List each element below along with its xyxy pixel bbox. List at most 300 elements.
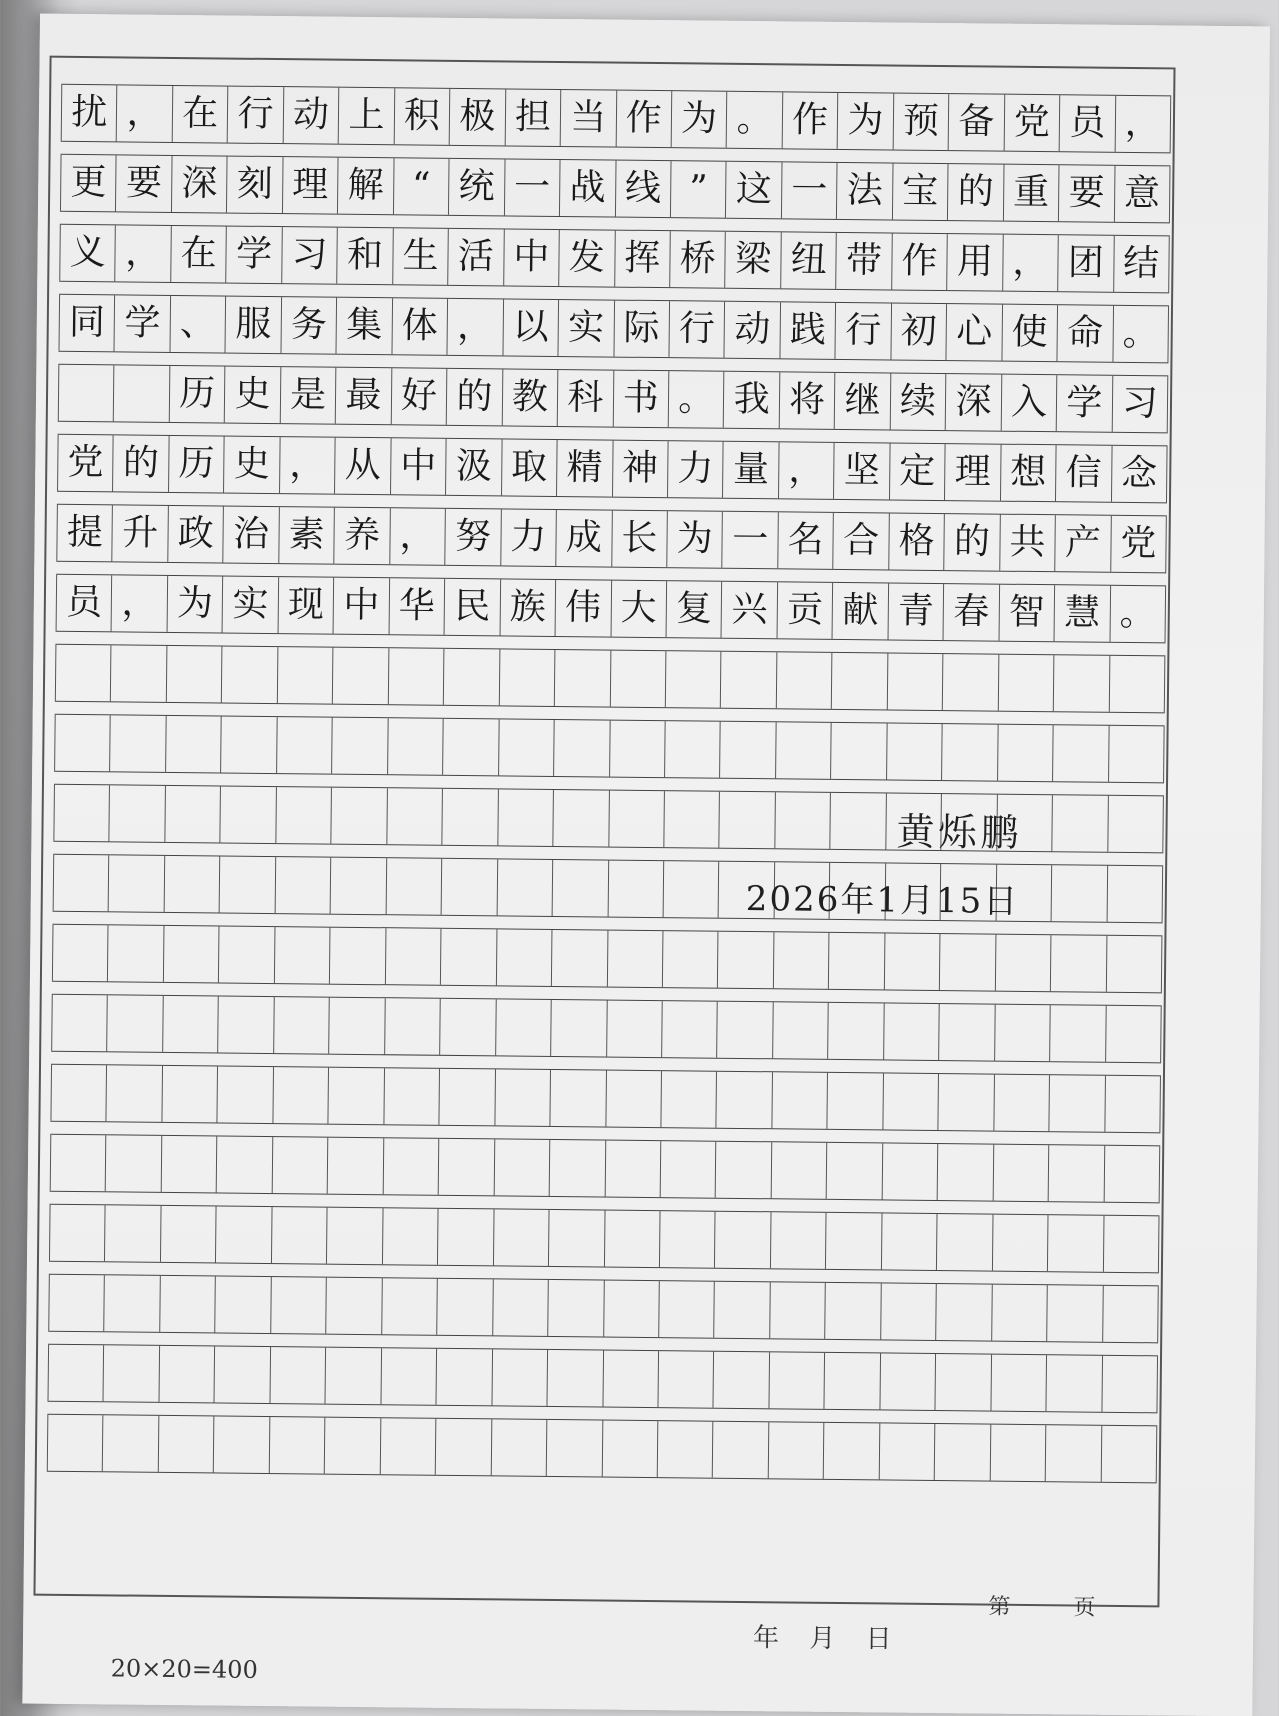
grid-cell bbox=[388, 648, 444, 705]
grid-cell bbox=[609, 651, 665, 708]
grid-cell bbox=[326, 1208, 382, 1265]
grid-cell: 智 bbox=[998, 585, 1054, 642]
grid-cell bbox=[657, 1421, 713, 1478]
grid-cell: 信 bbox=[1055, 445, 1111, 502]
grid-cell: 一 bbox=[722, 512, 778, 569]
grid-cell bbox=[214, 1346, 270, 1403]
grid-cell: 动 bbox=[283, 87, 339, 144]
grid-cell bbox=[498, 719, 554, 776]
signature: 黄烁鹏 bbox=[896, 809, 1023, 855]
grid-cell bbox=[991, 1285, 1047, 1342]
grid-cell bbox=[324, 1418, 380, 1475]
grid-cell bbox=[828, 933, 884, 990]
grid-cell: 要 bbox=[1058, 165, 1114, 222]
grid-cell bbox=[664, 721, 720, 778]
grid-cell: 宝 bbox=[892, 163, 948, 220]
grid-cell bbox=[106, 1065, 162, 1122]
grid-cell: ， bbox=[111, 575, 167, 632]
grid-cell: 好 bbox=[390, 368, 446, 425]
grid-cell bbox=[496, 929, 552, 986]
grid-cell bbox=[997, 655, 1053, 712]
grid-cell bbox=[440, 929, 496, 986]
grid-cell: 深 bbox=[945, 374, 1001, 431]
grid-cell: 共 bbox=[999, 515, 1055, 572]
grid-cell: 历 bbox=[169, 366, 225, 423]
grid-cell bbox=[490, 1419, 546, 1476]
grid-cell bbox=[275, 787, 331, 844]
grid-cell bbox=[325, 1348, 381, 1405]
grid-cell bbox=[826, 1143, 882, 1200]
grid-cell bbox=[935, 1354, 991, 1411]
grid-cell bbox=[54, 715, 110, 772]
grid-cell: 在 bbox=[170, 226, 226, 283]
grid-cell: 梁 bbox=[725, 232, 781, 289]
grid-cell: 践 bbox=[779, 302, 835, 359]
grid-cell: 作 bbox=[782, 92, 838, 149]
grid-cell: 结 bbox=[1113, 236, 1170, 293]
grid-cell bbox=[879, 1423, 935, 1480]
grid-cell bbox=[165, 716, 221, 773]
grid-cell bbox=[55, 645, 111, 702]
grid-cell bbox=[830, 723, 886, 780]
grid-cell: 中 bbox=[333, 578, 389, 635]
grid-cell bbox=[714, 1212, 770, 1269]
grid-cell bbox=[159, 1276, 215, 1333]
grid-cell: ， bbox=[389, 508, 445, 565]
grid-cell: 史 bbox=[224, 367, 280, 424]
grid-cell: 和 bbox=[336, 228, 392, 285]
grid-cell: 团 bbox=[1057, 235, 1113, 292]
grid-cell bbox=[1101, 1356, 1158, 1413]
grid-cell bbox=[493, 1209, 549, 1266]
grid-cell: 贡 bbox=[776, 582, 832, 639]
grid-cell bbox=[939, 934, 995, 991]
grid-cell bbox=[605, 1071, 661, 1128]
grid-cell: ， bbox=[447, 299, 503, 356]
grid-cell: 使 bbox=[1001, 305, 1057, 362]
grid-cell bbox=[830, 793, 886, 850]
grid-cell: 长 bbox=[611, 511, 667, 568]
grid-cell: 升 bbox=[112, 505, 168, 562]
grid-cell: 一 bbox=[504, 159, 560, 216]
grid-cell bbox=[823, 1423, 879, 1480]
grid-cell bbox=[606, 1001, 662, 1058]
grid-cell: 将 bbox=[779, 372, 835, 429]
grid-cell bbox=[1105, 1006, 1162, 1063]
grid-cell: 党 bbox=[1003, 95, 1059, 152]
grid-cell: 青 bbox=[887, 583, 943, 640]
grid-cell bbox=[831, 653, 887, 710]
grid-cell bbox=[220, 716, 276, 773]
grid-cell bbox=[274, 857, 330, 914]
grid-cell: 意 bbox=[1114, 166, 1171, 223]
blank-row bbox=[48, 1274, 1159, 1344]
blank-row bbox=[47, 1414, 1158, 1484]
grid-cell: 中 bbox=[390, 438, 446, 495]
grid-cell bbox=[330, 858, 386, 915]
grid-cell bbox=[1050, 935, 1106, 992]
grid-cell bbox=[552, 860, 608, 917]
grid-cell bbox=[827, 1003, 883, 1060]
grid-cell: 作 bbox=[891, 233, 947, 290]
footer-page-label-left: 第 bbox=[988, 1594, 1011, 1620]
grid-cell: 实 bbox=[222, 577, 278, 634]
grid-cell: 。 bbox=[668, 371, 724, 428]
grid-cell: 深 bbox=[171, 156, 227, 213]
grid-cell: 带 bbox=[836, 233, 892, 290]
grid-cell bbox=[443, 649, 499, 706]
blank-row bbox=[55, 644, 1166, 714]
grid-cell bbox=[551, 930, 607, 987]
grid-cell: 教 bbox=[501, 369, 557, 426]
grid-cell bbox=[1103, 1146, 1160, 1203]
grid-cell: 春 bbox=[943, 584, 999, 641]
grid-cell bbox=[166, 646, 222, 703]
grid-cell bbox=[720, 722, 776, 779]
grid-cell: 量 bbox=[722, 442, 778, 499]
grid-cell: 命 bbox=[1057, 305, 1113, 362]
grid-cell bbox=[164, 856, 220, 913]
grid-cell bbox=[714, 1282, 770, 1339]
grid-cell bbox=[881, 1143, 937, 1200]
grid-cell bbox=[110, 645, 166, 702]
grid-cell bbox=[379, 1418, 435, 1475]
grid-cell bbox=[1104, 1076, 1161, 1133]
grid-cell bbox=[884, 933, 940, 990]
grid-cell: 历 bbox=[168, 436, 224, 493]
grid-cell bbox=[213, 1416, 269, 1473]
blank-row bbox=[47, 1344, 1158, 1414]
grid-cell: 集 bbox=[336, 298, 392, 355]
grid-cell bbox=[273, 997, 329, 1054]
grid-cell bbox=[105, 1135, 161, 1192]
grid-cell bbox=[712, 1422, 768, 1479]
grid-cell bbox=[1108, 656, 1165, 713]
grid-cell bbox=[993, 1075, 1049, 1132]
grid-cell: 念 bbox=[1111, 446, 1168, 503]
grid-cell bbox=[328, 1068, 384, 1125]
grid-cell bbox=[887, 653, 943, 710]
grid-cell bbox=[276, 717, 332, 774]
text-row bbox=[61, 84, 1172, 154]
grid-cell: 上 bbox=[338, 88, 394, 145]
grid-cell bbox=[938, 1074, 994, 1131]
grid-cell bbox=[49, 1205, 105, 1262]
grid-cell bbox=[774, 792, 830, 849]
grid-cell bbox=[328, 998, 384, 1055]
grid-cell: ， bbox=[115, 225, 171, 282]
grid-cell: 为 bbox=[666, 511, 722, 568]
grid-cell bbox=[665, 651, 721, 708]
grid-cell bbox=[496, 859, 552, 916]
grid-cell bbox=[439, 1069, 495, 1126]
grid-cell: 更 bbox=[60, 155, 116, 212]
grid-cell: 。 bbox=[1109, 586, 1166, 643]
grid-cell: 书 bbox=[612, 371, 668, 428]
grid-cell bbox=[768, 1352, 824, 1409]
grid-cell: 。 bbox=[726, 92, 782, 149]
grid-cell: 为 bbox=[837, 93, 893, 150]
grid-cell bbox=[498, 649, 554, 706]
grid-cell: 政 bbox=[167, 506, 223, 563]
grid-cell bbox=[1049, 1005, 1105, 1062]
grid-cell: 最 bbox=[335, 368, 391, 425]
grid-cell bbox=[937, 1144, 993, 1201]
grid-cell bbox=[825, 1213, 881, 1270]
grid-cell bbox=[270, 1277, 326, 1334]
grid-cell bbox=[272, 1137, 328, 1194]
grid-cell bbox=[549, 1070, 605, 1127]
grid-cell bbox=[879, 1353, 935, 1410]
grid-cell bbox=[1100, 1426, 1157, 1483]
grid-cell: 续 bbox=[890, 373, 946, 430]
grid-cell bbox=[997, 725, 1053, 782]
text-row bbox=[58, 364, 1169, 434]
grid-cell bbox=[385, 858, 441, 915]
grid-cell: ” bbox=[670, 161, 726, 218]
grid-cell: 定 bbox=[889, 443, 945, 500]
grid-cell: 伟 bbox=[555, 580, 611, 637]
grid-cell: 积 bbox=[393, 88, 449, 145]
grid-cell: 员 bbox=[1059, 95, 1115, 152]
grid-cell: 学 bbox=[1056, 375, 1112, 432]
grid-cell bbox=[272, 1067, 328, 1124]
grid-cell bbox=[992, 1145, 1048, 1202]
grid-cell: ， bbox=[1114, 96, 1171, 153]
grid-cell bbox=[382, 1138, 438, 1195]
grid-cell: 法 bbox=[836, 163, 892, 220]
grid-cell bbox=[331, 718, 387, 775]
grid-cell: 预 bbox=[892, 93, 948, 150]
text-row bbox=[56, 574, 1167, 644]
grid-cell bbox=[1052, 725, 1108, 782]
grid-cell: 合 bbox=[833, 513, 889, 570]
grid-cell bbox=[603, 1211, 659, 1268]
grid-cell bbox=[886, 723, 942, 780]
grid-cell: 科 bbox=[557, 370, 613, 427]
grid-cell bbox=[660, 1071, 716, 1128]
text-row bbox=[59, 224, 1170, 294]
grid-cell bbox=[50, 1065, 106, 1122]
grid-cell bbox=[662, 931, 718, 988]
grid-cell: 学 bbox=[114, 295, 170, 352]
grid-cell bbox=[495, 999, 551, 1056]
grid-cell: 素 bbox=[278, 507, 334, 564]
grid-cell bbox=[108, 855, 164, 912]
grid-cell: 桥 bbox=[669, 231, 725, 288]
grid-cell bbox=[113, 365, 169, 422]
grid-cell bbox=[719, 792, 775, 849]
grid-cell: 继 bbox=[834, 373, 890, 430]
grid-cell bbox=[437, 1209, 493, 1266]
grid-cell: 行 bbox=[668, 301, 724, 358]
grid-cell bbox=[1106, 866, 1163, 923]
grid-cell: 的 bbox=[944, 514, 1000, 571]
grid-cell bbox=[385, 928, 441, 985]
grid-cell bbox=[218, 996, 274, 1053]
grid-cell bbox=[162, 996, 218, 1053]
grid-cell bbox=[497, 789, 553, 846]
grid-cell bbox=[1048, 1145, 1104, 1202]
grid-cell: 解 bbox=[337, 158, 393, 215]
grid-cell: 线 bbox=[614, 161, 670, 218]
grid-cell: 纽 bbox=[780, 232, 836, 289]
grid-cell: 华 bbox=[388, 578, 444, 635]
text-row bbox=[56, 504, 1167, 574]
grid-cell bbox=[48, 1345, 104, 1402]
grid-cell: 为 bbox=[166, 576, 222, 633]
grid-cell: 名 bbox=[777, 512, 833, 569]
grid-cell bbox=[104, 1205, 160, 1262]
grid-cell bbox=[51, 995, 107, 1052]
grid-cell bbox=[602, 1351, 658, 1408]
grid-cell: 党 bbox=[1110, 516, 1167, 573]
grid-cell bbox=[380, 1348, 436, 1405]
grid-cell: 现 bbox=[277, 577, 333, 634]
blank-row bbox=[52, 924, 1163, 994]
grid-cell bbox=[221, 646, 277, 703]
grid-cell: 提 bbox=[56, 505, 112, 562]
grid-cell: 义 bbox=[59, 225, 115, 282]
grid-cell: 刻 bbox=[226, 157, 282, 214]
grid-cell bbox=[158, 1346, 214, 1403]
grid-cell bbox=[102, 1415, 158, 1472]
grid-cell bbox=[546, 1420, 602, 1477]
text-row bbox=[57, 434, 1168, 504]
grid-cell bbox=[603, 1281, 659, 1338]
grid-cell: 在 bbox=[172, 86, 228, 143]
grid-cell: 力 bbox=[500, 509, 556, 566]
grid-cell bbox=[104, 1275, 160, 1332]
grid-cell bbox=[547, 1350, 603, 1407]
grid-cell: 际 bbox=[613, 301, 669, 358]
grid-cell bbox=[883, 1003, 939, 1060]
grid-cell bbox=[1046, 1355, 1102, 1412]
grid-cell: 汲 bbox=[445, 439, 501, 496]
grid-cell bbox=[994, 1005, 1050, 1062]
grid-cell: 复 bbox=[666, 581, 722, 638]
grid-cell: 要 bbox=[115, 155, 171, 212]
grid-cell bbox=[52, 925, 108, 982]
grid-cell bbox=[935, 1284, 991, 1341]
grid-cell: 用 bbox=[946, 234, 1002, 291]
grid-cell: 心 bbox=[946, 304, 1002, 361]
grid-cell bbox=[442, 789, 498, 846]
blank-row bbox=[50, 1134, 1161, 1204]
blank-row bbox=[50, 1064, 1161, 1134]
grid-cell: 初 bbox=[890, 303, 946, 360]
grid-cell bbox=[381, 1278, 437, 1335]
grid-cell: 战 bbox=[559, 160, 615, 217]
grid-cell bbox=[48, 1275, 104, 1332]
grid-cell bbox=[880, 1283, 936, 1340]
grid-cell: 行 bbox=[227, 87, 283, 144]
grid-cell bbox=[606, 931, 662, 988]
grid-cell bbox=[1051, 795, 1107, 852]
grid-cell bbox=[992, 1215, 1048, 1272]
grid-cell bbox=[720, 652, 776, 709]
grid-cell bbox=[660, 1141, 716, 1198]
writing-grid bbox=[40, 14, 1270, 635]
grid-cell bbox=[163, 926, 219, 983]
grid-cell: 活 bbox=[447, 229, 503, 286]
grid-cell bbox=[325, 1278, 381, 1335]
grid-cell bbox=[548, 1210, 604, 1267]
grid-cell bbox=[331, 788, 387, 845]
grid-cell bbox=[441, 859, 497, 916]
grid-cell bbox=[160, 1206, 216, 1263]
grid-cell bbox=[158, 1416, 214, 1473]
grid-cell: 民 bbox=[444, 579, 500, 636]
grid-cell: 、 bbox=[169, 296, 225, 353]
grid-cell bbox=[881, 1213, 937, 1270]
grid-cell bbox=[659, 1211, 715, 1268]
grid-cell bbox=[604, 1141, 660, 1198]
footer-date-label: 年 月 日 bbox=[752, 1623, 892, 1655]
grid-cell: 想 bbox=[1000, 445, 1056, 502]
grid-cell bbox=[274, 927, 330, 984]
grid-cell bbox=[1105, 936, 1162, 993]
grid-cell: 我 bbox=[723, 372, 779, 429]
grid-cell: 取 bbox=[501, 439, 557, 496]
blank-row bbox=[51, 994, 1162, 1064]
grid-cell: 史 bbox=[223, 437, 279, 494]
grid-cell bbox=[1053, 655, 1109, 712]
grid-cell bbox=[329, 928, 385, 985]
grid-cell bbox=[550, 1000, 606, 1057]
grid-cell: 务 bbox=[280, 297, 336, 354]
grid-cell bbox=[1051, 865, 1107, 922]
grid-cell bbox=[386, 788, 442, 845]
blank-row bbox=[49, 1204, 1160, 1274]
grid-cell bbox=[215, 1206, 271, 1263]
grid-cell bbox=[773, 932, 829, 989]
grid-cell bbox=[934, 1424, 990, 1481]
grid-cell: 扰 bbox=[61, 85, 117, 142]
grid-cell bbox=[103, 1345, 159, 1402]
grid-cell: 体 bbox=[391, 298, 447, 355]
grid-cell bbox=[47, 1415, 103, 1472]
grid-cell: 以 bbox=[502, 299, 558, 356]
grid-cell: 动 bbox=[724, 302, 780, 359]
grid-cell bbox=[1107, 796, 1164, 853]
grid-cell bbox=[825, 1283, 881, 1340]
grid-cell bbox=[492, 1279, 548, 1336]
grid-cell: 重 bbox=[1003, 165, 1059, 222]
grid-cell bbox=[1108, 726, 1165, 783]
grid-cell bbox=[53, 855, 109, 912]
grid-cell bbox=[220, 786, 276, 843]
grid-cell bbox=[770, 1212, 826, 1269]
grid-cell bbox=[775, 722, 831, 779]
grid-cell bbox=[491, 1349, 547, 1406]
grid-cell: 备 bbox=[948, 94, 1004, 151]
grid-cell bbox=[110, 715, 166, 772]
grid-cell: 极 bbox=[449, 89, 505, 146]
grid-cell bbox=[1045, 1425, 1101, 1482]
grid-cell bbox=[607, 861, 663, 918]
grid-cell bbox=[663, 791, 719, 848]
grid-cell bbox=[768, 1422, 824, 1479]
grid-cell bbox=[217, 1066, 273, 1123]
grid-cell: 的 bbox=[947, 164, 1003, 221]
grid-cell bbox=[439, 999, 495, 1056]
grid-cell bbox=[164, 786, 220, 843]
grid-cell bbox=[553, 720, 609, 777]
text-row bbox=[58, 294, 1169, 364]
grid-cell bbox=[990, 1355, 1046, 1412]
grid-cell bbox=[601, 1421, 657, 1478]
